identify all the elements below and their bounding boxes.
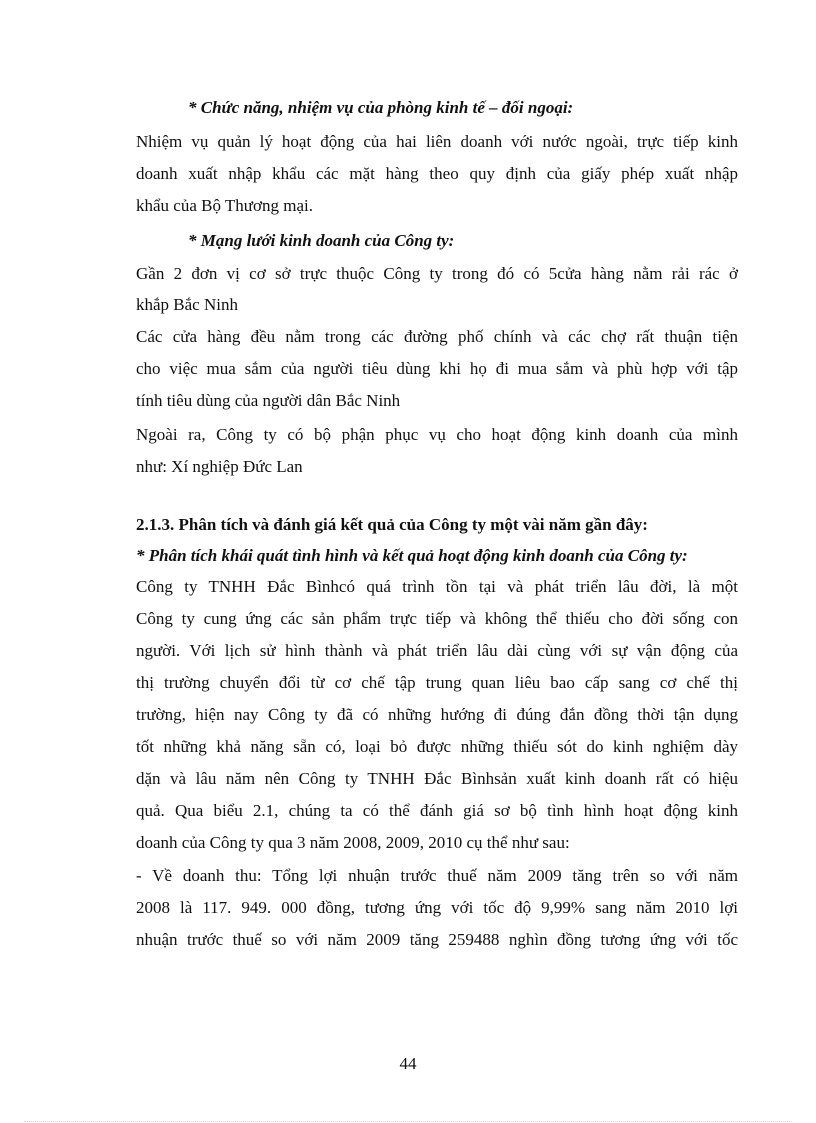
analysis-line: doanh của Công ty qua 3 năm 2008, 2009, 2010 cụ thể như sau: [136,833,570,852]
page-number: 44 [399,1054,417,1073]
heading-functions: * Chức năng, nhiệm vụ của phòng kinh tế – đối ngoại: [188,98,574,117]
analysis-line: tốt những khả năng sẵn có, loại bỏ được những thiếu sót do kinh nghiệm dày [136,737,738,756]
network-line: Ngoài ra, Công ty có bộ phận phục vụ cho hoạt động kinh doanh của mình [136,425,738,444]
section-title: 2.1.3. Phân tích và đánh giá kết quả của Công ty một vài năm gần đây: [136,515,648,534]
analysis-line: thị trường chuyển đổi từ cơ chế tập trung quan liêu bao cấp sang cơ chế thị [136,673,738,692]
analysis-line: Công ty cung ứng các sản phẩm trực tiếp và không thể thiếu cho đời sống con [136,609,738,628]
network-line: cho việc mua sắm của người tiêu dùng khi họ đi mua sắm và phù hợp với tập [136,359,738,378]
analysis-line: 2008 là 117. 949. 000 đồng, tương ứng với tốc độ 9,99% sang năm 2010 lợi [136,898,738,917]
page-bottom-border [24,1121,792,1122]
network-line: Các cửa hàng đều nằm trong các đường phố chính và các chợ rất thuận tiện [136,327,738,346]
analysis-line: trường, hiện nay Công ty đã có những hướng đi đúng đắn đồng thời tận dụng [136,705,738,724]
analysis-line: dặn và lâu năm nên Công ty TNHH Đắc Bìnhsản xuất kinh doanh rất có hiệu [136,769,738,788]
network-line: khắp Bắc Ninh [136,295,238,314]
analysis-line: quả. Qua biểu 2.1, chúng ta có thể đánh giá sơ bộ tình hình hoạt động kinh [136,801,738,820]
network-line: Gần 2 đơn vị cơ sở trực thuộc Công ty trong đó có 5cửa hàng nằm rải rác ở [136,264,738,283]
functions-line: khẩu của Bộ Thương mại. [136,196,313,215]
heading-network: * Mạng lưới kinh doanh của Công ty: [188,231,455,250]
subheading-analysis: * Phân tích khái quát tình hình và kết quả hoạt động kinh doanh của Công ty: [136,546,688,565]
functions-line: doanh xuất nhập khẩu các mặt hàng theo quy định của giấy phép xuất nhập [136,164,738,183]
analysis-line: Công ty TNHH Đắc Bìnhcó quá trình tồn tại và phát triển lâu đời, là một [136,577,738,596]
analysis-line: - Về doanh thu: Tổng lợi nhuận trước thuế năm 2009 tăng trên so với năm [136,866,738,885]
network-line: tính tiêu dùng của người dân Bắc Ninh [136,391,401,410]
analysis-line: nhuận trước thuế so với năm 2009 tăng 259488 nghìn đồng tương ứng với tốc [136,930,738,949]
analysis-line: người. Với lịch sử hình thành và phát triển lâu dài cùng với sự vận động của [136,641,738,660]
functions-line: Nhiệm vụ quản lý hoạt động của hai liên doanh với nước ngoài, trực tiếp kinh [136,132,738,151]
network-line: như: Xí nghiệp Đức Lan [136,457,303,476]
